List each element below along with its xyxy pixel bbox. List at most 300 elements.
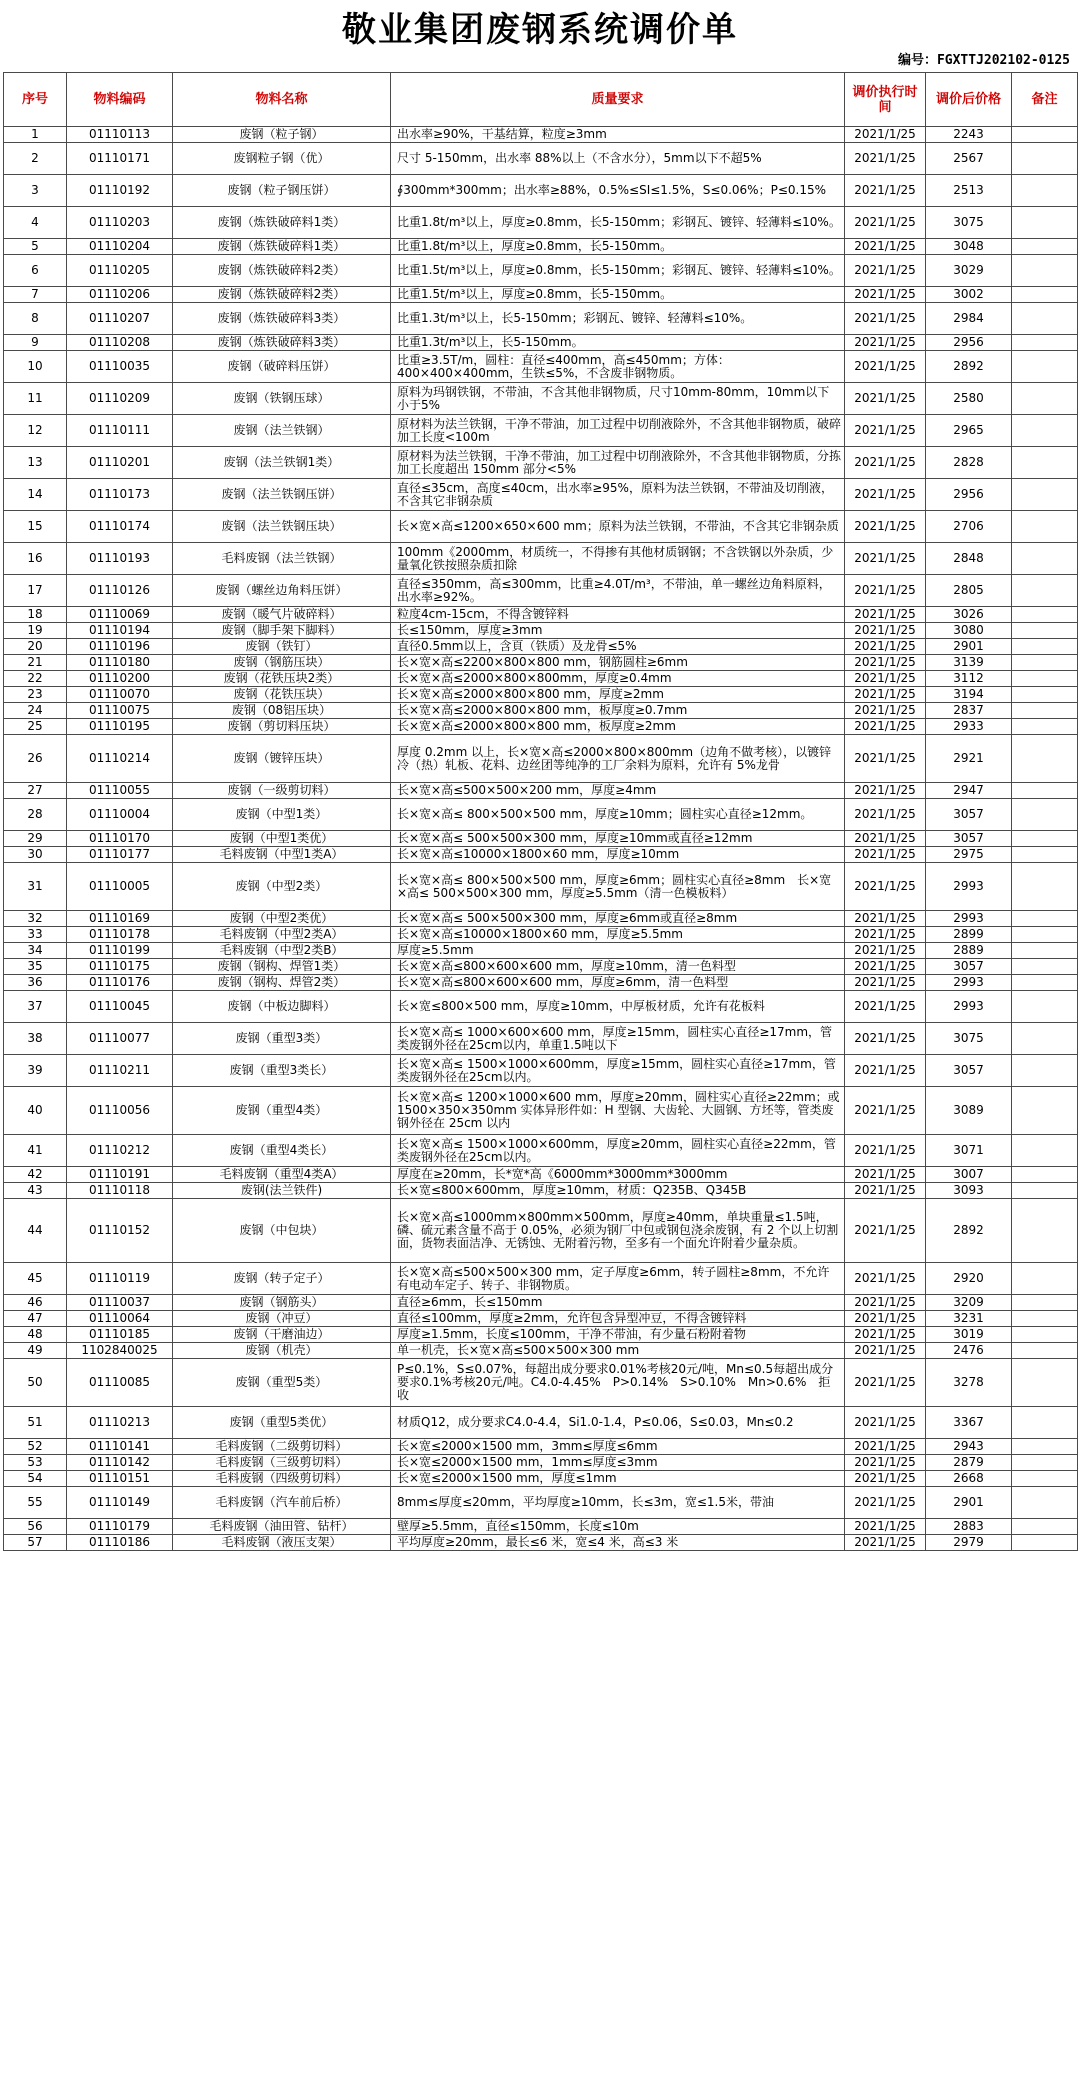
material-code: 01110201	[67, 447, 173, 479]
material-name: 废钢（脚手架下脚料）	[173, 623, 391, 639]
remarks	[1012, 1199, 1078, 1263]
effective-time: 2021/1/25	[845, 991, 926, 1023]
quality-requirement: 长×宽≤800×500 mm，厚度≥10mm，中厚板材质，允许有花板料	[391, 991, 845, 1023]
material-name: 废钢（炼铁破碎料1类）	[173, 207, 391, 239]
table-row	[4, 1455, 1078, 1471]
material-code: 01110142	[67, 1455, 173, 1471]
adjusted-price: 2243	[926, 127, 1012, 143]
quality-requirement: 壁厚≥5.5mm，直径≤150mm，长度≤10m	[391, 1519, 845, 1535]
remarks	[1012, 639, 1078, 655]
material-name: 毛料废钢（中型2类B）	[173, 943, 391, 959]
row-index: 15	[4, 511, 67, 543]
material-code: 01110113	[67, 127, 173, 143]
material-name: 废钢（花铁压块2类）	[173, 671, 391, 687]
effective-time: 2021/1/25	[845, 351, 926, 383]
row-index: 48	[4, 1327, 67, 1343]
adjusted-price: 3057	[926, 1055, 1012, 1087]
row-index: 26	[4, 735, 67, 783]
table-row	[4, 255, 1078, 287]
quality-requirement: 厚度≥1.5mm，长度≤100mm，干净不带油，有少量石粉附着物	[391, 1327, 845, 1343]
effective-time: 2021/1/25	[845, 735, 926, 783]
quality-requirement: 长×宽≤2000×1500 mm，3mm≤厚度≤6mm	[391, 1439, 845, 1455]
row-index: 4	[4, 207, 67, 239]
quality-requirement: 尺寸 5-150mm，出水率 88%以上（不含水分），5mm以下不超5%	[391, 143, 845, 175]
effective-time: 2021/1/25	[845, 783, 926, 799]
remarks	[1012, 1327, 1078, 1343]
quality-requirement: 单一机壳，长×宽×高≤500×500×300 mm	[391, 1343, 845, 1359]
material-name: 毛料废钢（中型1类A）	[173, 847, 391, 863]
material-code: 01110056	[67, 1087, 173, 1135]
material-code: 1102840025	[67, 1343, 173, 1359]
table-row	[4, 1055, 1078, 1087]
adjusted-price: 2993	[926, 975, 1012, 991]
material-name: 废钢（炼铁破碎料2类）	[173, 287, 391, 303]
material-code: 01110005	[67, 863, 173, 911]
material-name: 毛料废钢（法兰铁钢）	[173, 543, 391, 575]
material-name: 废钢（重型5类）	[173, 1359, 391, 1407]
table-row	[4, 975, 1078, 991]
effective-time: 2021/1/25	[845, 575, 926, 607]
quality-requirement: 厚度 0.2mm 以上，长×宽×高≤2000×800×800mm（边角不做考核），以镀锌冷（热）轧板、花料、边丝团等纯净的工厂余料为原料，允许有 5%龙骨	[391, 735, 845, 783]
row-index: 10	[4, 351, 67, 383]
table-row	[4, 959, 1078, 975]
adjusted-price: 2892	[926, 1199, 1012, 1263]
material-name: 废钢（中包块）	[173, 1199, 391, 1263]
quality-requirement: 厚度在≥20mm，长*宽*高《6000mm*3000mm*3000mm	[391, 1167, 845, 1183]
material-code: 01110193	[67, 543, 173, 575]
remarks	[1012, 911, 1078, 927]
row-index: 46	[4, 1295, 67, 1311]
material-code: 01110111	[67, 415, 173, 447]
row-index: 11	[4, 383, 67, 415]
adjusted-price: 2956	[926, 335, 1012, 351]
quality-requirement: 长×宽×高≤500×500×200 mm，厚度≥4mm	[391, 783, 845, 799]
remarks	[1012, 943, 1078, 959]
material-name: 废钢（铁钉）	[173, 639, 391, 655]
effective-time: 2021/1/25	[845, 415, 926, 447]
remarks	[1012, 575, 1078, 607]
effective-time: 2021/1/25	[845, 1023, 926, 1055]
row-index: 45	[4, 1263, 67, 1295]
table-row	[4, 383, 1078, 415]
quality-requirement: 比重1.3t/m³以上，长5-150mm。	[391, 335, 845, 351]
table-row	[4, 1087, 1078, 1135]
remarks	[1012, 207, 1078, 239]
document-number: 编号：FGXTTJ202102-0125	[897, 53, 1070, 68]
remarks	[1012, 255, 1078, 287]
quality-requirement: ∮300mm*300mm；出水率≥88%，0.5%≤SI≤1.5%，S≤0.06%；P≤0.15%	[391, 175, 845, 207]
table-row	[4, 1519, 1078, 1535]
table-row	[4, 1471, 1078, 1487]
material-code: 01110173	[67, 479, 173, 511]
quality-requirement: 材质Q12，成分要求C4.0-4.4，Si1.0-1.4，P≤0.06，S≤0.03，Mn≤0.2	[391, 1407, 845, 1439]
quality-requirement: 长×宽×高≤2200×800×800 mm，钢筋圆柱≥6mm	[391, 655, 845, 671]
row-index: 13	[4, 447, 67, 479]
quality-requirement: 比重1.3t/m³以上，长5-150mm；彩钢瓦、镀锌、轻薄料≤10%。	[391, 303, 845, 335]
remarks	[1012, 1455, 1078, 1471]
material-name: 废钢粒子钢（优）	[173, 143, 391, 175]
table-row	[4, 1535, 1078, 1551]
material-code: 01110149	[67, 1487, 173, 1519]
quality-requirement: 长×宽≤2000×1500 mm，1mm≤厚度≤3mm	[391, 1455, 845, 1471]
material-code: 01110169	[67, 911, 173, 927]
row-index: 22	[4, 671, 67, 687]
material-code: 01110069	[67, 607, 173, 623]
adjusted-price: 2892	[926, 351, 1012, 383]
table-row	[4, 623, 1078, 639]
adjusted-price: 3075	[926, 207, 1012, 239]
material-code: 01110170	[67, 831, 173, 847]
material-code: 01110119	[67, 1263, 173, 1295]
quality-requirement: 粒度4cm-15cm，不得含镀锌料	[391, 607, 845, 623]
effective-time: 2021/1/25	[845, 1343, 926, 1359]
adjusted-price: 3002	[926, 287, 1012, 303]
quality-requirement: 长×宽×高≤800×600×600 mm，厚度≥10mm，清一色料型	[391, 959, 845, 975]
material-code: 01110194	[67, 623, 173, 639]
row-index: 2	[4, 143, 67, 175]
table-row	[4, 1487, 1078, 1519]
row-index: 56	[4, 1519, 67, 1535]
remarks	[1012, 1135, 1078, 1167]
material-name: 废钢（干磨油边）	[173, 1327, 391, 1343]
material-name: 废钢（炼铁破碎料1类）	[173, 239, 391, 255]
table-row	[4, 1135, 1078, 1167]
adjusted-price: 3071	[926, 1135, 1012, 1167]
quality-requirement: 直径≥6mm，长≤150mm	[391, 1295, 845, 1311]
adjusted-price: 3057	[926, 959, 1012, 975]
material-name: 废钢（冲豆）	[173, 1311, 391, 1327]
table-row	[4, 479, 1078, 511]
adjusted-price: 2513	[926, 175, 1012, 207]
material-name: 废钢（炼铁破碎料2类）	[173, 255, 391, 287]
quality-requirement: 长×宽×高≤2000×800×800 mm，厚度≥2mm	[391, 687, 845, 703]
material-code: 01110126	[67, 575, 173, 607]
remarks	[1012, 831, 1078, 847]
remarks	[1012, 607, 1078, 623]
adjusted-price: 3089	[926, 1087, 1012, 1135]
adjusted-price: 2476	[926, 1343, 1012, 1359]
effective-time: 2021/1/25	[845, 143, 926, 175]
material-code: 01110178	[67, 927, 173, 943]
table-row	[4, 1295, 1078, 1311]
row-index: 52	[4, 1439, 67, 1455]
adjusted-price: 2879	[926, 1455, 1012, 1471]
table-row	[4, 303, 1078, 335]
row-index: 32	[4, 911, 67, 927]
remarks	[1012, 703, 1078, 719]
adjusted-price: 2828	[926, 447, 1012, 479]
row-index: 19	[4, 623, 67, 639]
quality-requirement: 直径≤35cm，高度≤40cm，出水率≥95%，原料为法兰铁钢，不带油及切削液，不含其它非钢杂质	[391, 479, 845, 511]
table-row	[4, 1343, 1078, 1359]
material-name: 废钢（08铝压块）	[173, 703, 391, 719]
effective-time: 2021/1/25	[845, 1311, 926, 1327]
material-name: 毛料废钢（二级剪切料）	[173, 1439, 391, 1455]
remarks	[1012, 959, 1078, 975]
quality-requirement: 比重1.5t/m³以上，厚度≥0.8mm，长5-150mm。	[391, 287, 845, 303]
material-name: 毛料废钢（四级剪切料）	[173, 1471, 391, 1487]
header-material-code: 物料编码	[67, 73, 173, 127]
adjusted-price: 2920	[926, 1263, 1012, 1295]
material-name: 毛料废钢（汽车前后桥）	[173, 1487, 391, 1519]
adjusted-price: 2837	[926, 703, 1012, 719]
table-row	[4, 719, 1078, 735]
material-code: 01110196	[67, 639, 173, 655]
effective-time: 2021/1/25	[845, 943, 926, 959]
remarks	[1012, 1311, 1078, 1327]
material-name: 废钢（炼铁破碎料3类）	[173, 335, 391, 351]
adjusted-price: 3139	[926, 655, 1012, 671]
material-name: 废钢（重型4类长）	[173, 1135, 391, 1167]
material-code: 01110191	[67, 1167, 173, 1183]
row-index: 21	[4, 655, 67, 671]
adjusted-price: 2901	[926, 1487, 1012, 1519]
material-name: 废钢（重型3类长）	[173, 1055, 391, 1087]
effective-time: 2021/1/25	[845, 287, 926, 303]
remarks	[1012, 719, 1078, 735]
adjusted-price: 2805	[926, 575, 1012, 607]
material-name: 毛料废钢（液压支架）	[173, 1535, 391, 1551]
material-name: 废钢（螺丝边角料压饼）	[173, 575, 391, 607]
effective-time: 2021/1/25	[845, 607, 926, 623]
remarks	[1012, 735, 1078, 783]
row-index: 17	[4, 575, 67, 607]
quality-requirement: 长×宽×高≤ 500×500×300 mm，厚度≥6mm或直径≥8mm	[391, 911, 845, 927]
quality-requirement: 长×宽×高≤800×600×600 mm，厚度≥6mm，清一色料型	[391, 975, 845, 991]
row-index: 23	[4, 687, 67, 703]
effective-time: 2021/1/25	[845, 975, 926, 991]
remarks	[1012, 287, 1078, 303]
adjusted-price: 3080	[926, 623, 1012, 639]
row-index: 31	[4, 863, 67, 911]
material-code: 01110152	[67, 1199, 173, 1263]
remarks	[1012, 335, 1078, 351]
adjusted-price: 2921	[926, 735, 1012, 783]
adjusted-price: 2979	[926, 1535, 1012, 1551]
effective-time: 2021/1/25	[845, 1327, 926, 1343]
effective-time: 2021/1/25	[845, 863, 926, 911]
row-index: 49	[4, 1343, 67, 1359]
row-index: 38	[4, 1023, 67, 1055]
table-row	[4, 143, 1078, 175]
adjusted-price: 2956	[926, 479, 1012, 511]
remarks	[1012, 1359, 1078, 1407]
table-row	[4, 831, 1078, 847]
effective-time: 2021/1/25	[845, 847, 926, 863]
material-name: 废钢（钢构、焊管2类）	[173, 975, 391, 991]
table-row	[4, 735, 1078, 783]
remarks	[1012, 1535, 1078, 1551]
header-material-name: 物料名称	[173, 73, 391, 127]
material-name: 废钢（炼铁破碎料3类）	[173, 303, 391, 335]
material-code: 01110141	[67, 1439, 173, 1455]
adjusted-price: 3029	[926, 255, 1012, 287]
effective-time: 2021/1/25	[845, 1135, 926, 1167]
remarks	[1012, 1471, 1078, 1487]
remarks	[1012, 1087, 1078, 1135]
material-code: 01110177	[67, 847, 173, 863]
effective-time: 2021/1/25	[845, 543, 926, 575]
row-index: 54	[4, 1471, 67, 1487]
effective-time: 2021/1/25	[845, 927, 926, 943]
effective-time: 2021/1/25	[845, 1471, 926, 1487]
quality-requirement: 长×宽×高≤ 1200×1000×600 mm，厚度≥20mm，圆柱实心直径≥22mm；或 1500×350×350mm 实体异形件如：H 型钢、大齿轮、大圆钢、方坯等，管类废钢外径在 25cm 以内	[391, 1087, 845, 1135]
table-body	[4, 127, 1078, 1551]
row-index: 39	[4, 1055, 67, 1087]
material-code: 01110075	[67, 703, 173, 719]
table-row	[4, 863, 1078, 911]
adjusted-price: 2947	[926, 783, 1012, 799]
material-code: 01110037	[67, 1295, 173, 1311]
effective-time: 2021/1/25	[845, 719, 926, 735]
adjusted-price: 3048	[926, 239, 1012, 255]
material-name: 废钢（法兰铁钢压块）	[173, 511, 391, 543]
table-row	[4, 911, 1078, 927]
effective-time: 2021/1/25	[845, 703, 926, 719]
material-name: 废钢(法兰铁件)	[173, 1183, 391, 1199]
adjusted-price: 3057	[926, 831, 1012, 847]
material-name: 废钢（粒子钢）	[173, 127, 391, 143]
adjusted-price: 2848	[926, 543, 1012, 575]
row-index: 6	[4, 255, 67, 287]
material-name: 毛料废钢（油田管、钻杆）	[173, 1519, 391, 1535]
quality-requirement: 长×宽×高≤500×500×300 mm，定子厚度≥6mm，转子圆柱≥8mm，不允许有电动车定子、转子、非钢物质。	[391, 1263, 845, 1295]
quality-requirement: 长×宽×高≤ 1500×1000×600mm，厚度≥15mm，圆柱实心直径≥17mm，管类废钢外径在25cm以内。	[391, 1055, 845, 1087]
remarks	[1012, 1439, 1078, 1455]
material-name: 废钢（破碎料压饼）	[173, 351, 391, 383]
remarks	[1012, 175, 1078, 207]
remarks	[1012, 1055, 1078, 1087]
quality-requirement: 长×宽×高≤1200×650×600 mm；原料为法兰铁钢，不带油，不含其它非钢杂质	[391, 511, 845, 543]
table-row	[4, 671, 1078, 687]
quality-requirement: 原料为玛钢铁钢，不带油，不含其他非钢物质，尺寸10mm-80mm，10mm以下小于5%	[391, 383, 845, 415]
remarks	[1012, 927, 1078, 943]
effective-time: 2021/1/25	[845, 911, 926, 927]
quality-requirement: 平均厚度≥20mm，最长≤6 米，宽≤4 米，高≤3 米	[391, 1535, 845, 1551]
row-index: 37	[4, 991, 67, 1023]
table-row	[4, 783, 1078, 799]
row-index: 20	[4, 639, 67, 655]
quality-requirement: 直径0.5mm以上，含頁（铁质）及龙骨≤5%	[391, 639, 845, 655]
material-name: 废钢（钢筋压块）	[173, 655, 391, 671]
material-code: 01110171	[67, 143, 173, 175]
adjusted-price: 2901	[926, 639, 1012, 655]
row-index: 40	[4, 1087, 67, 1135]
material-name: 废钢（镀锌压块）	[173, 735, 391, 783]
material-name: 毛料废钢（中型2类A）	[173, 927, 391, 943]
adjusted-price: 3093	[926, 1183, 1012, 1199]
material-code: 01110004	[67, 799, 173, 831]
material-code: 01110175	[67, 959, 173, 975]
row-index: 12	[4, 415, 67, 447]
effective-time: 2021/1/25	[845, 1359, 926, 1407]
adjusted-price: 3112	[926, 671, 1012, 687]
material-name: 废钢（机壳）	[173, 1343, 391, 1359]
material-code: 01110118	[67, 1183, 173, 1199]
quality-requirement: 长×宽×高≤2000×800×800 mm，板厚度≥0.7mm	[391, 703, 845, 719]
remarks	[1012, 511, 1078, 543]
material-name: 废钢（中板边脚料）	[173, 991, 391, 1023]
effective-time: 2021/1/25	[845, 959, 926, 975]
table-row	[4, 1199, 1078, 1263]
adjusted-price: 2984	[926, 303, 1012, 335]
quality-requirement: 直径≤100mm，厚度≥2mm，允许包含异型冲豆，不得含镀锌料	[391, 1311, 845, 1327]
material-code: 01110208	[67, 335, 173, 351]
header-index: 序号	[4, 73, 67, 127]
material-name: 废钢（钢筋头）	[173, 1295, 391, 1311]
adjusted-price: 2706	[926, 511, 1012, 543]
page-title: 敬业集团废钢系统调价单	[342, 9, 738, 50]
adjusted-price: 2889	[926, 943, 1012, 959]
quality-requirement: 比重1.8t/m³以上，厚度≥0.8mm，长5-150mm。	[391, 239, 845, 255]
material-code: 01110203	[67, 207, 173, 239]
effective-time: 2021/1/25	[845, 1183, 926, 1199]
adjusted-price: 3057	[926, 799, 1012, 831]
remarks	[1012, 383, 1078, 415]
remarks	[1012, 1263, 1078, 1295]
remarks	[1012, 1023, 1078, 1055]
material-name: 废钢（花铁压块）	[173, 687, 391, 703]
table-row	[4, 127, 1078, 143]
adjusted-price: 2975	[926, 847, 1012, 863]
row-index: 43	[4, 1183, 67, 1199]
material-name: 废钢（法兰铁钢压饼）	[173, 479, 391, 511]
quality-requirement: 长×宽×高≤1000mm×800mm×500mm，厚度≥40mm，单块重量≤1.5吨，磷、硫元素含量不高于 0.05%，必须为钢厂中包或钢包浇余废钢，有 2 个以上切割面，货物表面洁净、无锈蚀、无附着污物，至多有一个面允许附着少量杂质。	[391, 1199, 845, 1263]
row-index: 24	[4, 703, 67, 719]
table-row	[4, 207, 1078, 239]
row-index: 3	[4, 175, 67, 207]
row-index: 18	[4, 607, 67, 623]
material-name: 废钢（重型5类优）	[173, 1407, 391, 1439]
effective-time: 2021/1/25	[845, 511, 926, 543]
row-index: 57	[4, 1535, 67, 1551]
remarks	[1012, 1295, 1078, 1311]
row-index: 9	[4, 335, 67, 351]
effective-time: 2021/1/25	[845, 799, 926, 831]
material-code: 01110214	[67, 735, 173, 783]
effective-time: 2021/1/25	[845, 1295, 926, 1311]
material-code: 01110077	[67, 1023, 173, 1055]
remarks	[1012, 687, 1078, 703]
table-row	[4, 927, 1078, 943]
effective-time: 2021/1/25	[845, 1263, 926, 1295]
table-row	[4, 847, 1078, 863]
remarks	[1012, 1183, 1078, 1199]
material-code: 01110186	[67, 1535, 173, 1551]
material-name: 废钢（转子定子）	[173, 1263, 391, 1295]
adjusted-price: 2883	[926, 1519, 1012, 1535]
effective-time: 2021/1/25	[845, 639, 926, 655]
remarks	[1012, 127, 1078, 143]
quality-requirement: 原材料为法兰铁钢，干净不带油，加工过程中切削液除外，不含其他非钢物质，破碎加工长度<100m	[391, 415, 845, 447]
table-row	[4, 175, 1078, 207]
remarks	[1012, 303, 1078, 335]
row-index: 16	[4, 543, 67, 575]
adjusted-price: 3209	[926, 1295, 1012, 1311]
effective-time: 2021/1/25	[845, 447, 926, 479]
table-row	[4, 1327, 1078, 1343]
adjusted-price: 3367	[926, 1407, 1012, 1439]
material-name: 毛料废钢（三级剪切料）	[173, 1455, 391, 1471]
adjusted-price: 2933	[926, 719, 1012, 735]
material-code: 01110085	[67, 1359, 173, 1407]
row-index: 8	[4, 303, 67, 335]
material-code: 01110211	[67, 1055, 173, 1087]
quality-requirement: 比重1.5t/m³以上，厚度≥0.8mm，长5-150mm；彩钢瓦、镀锌、轻薄料≤10%。	[391, 255, 845, 287]
quality-requirement: 长≤150mm，厚度≥3mm	[391, 623, 845, 639]
material-name: 废钢（重型4类）	[173, 1087, 391, 1135]
material-code: 01110200	[67, 671, 173, 687]
